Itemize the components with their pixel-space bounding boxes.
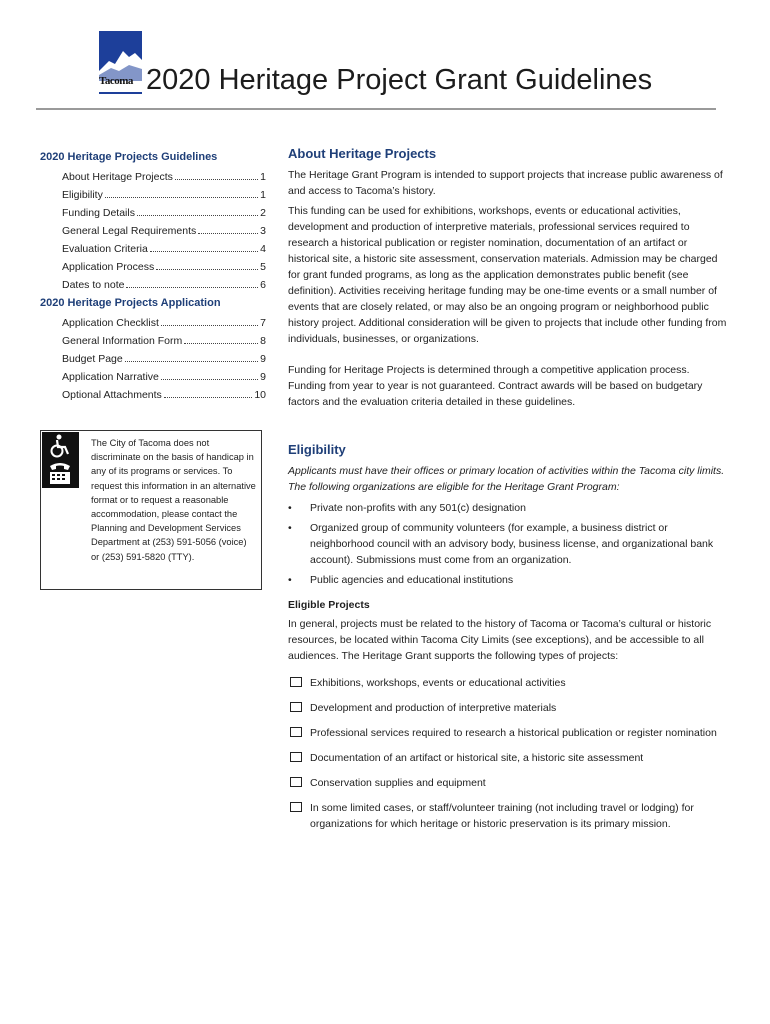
toc-entry[interactable] xyxy=(62,317,266,330)
wheelchair-icon xyxy=(42,432,79,460)
toc-entry-label: General Information Form xyxy=(62,335,183,347)
toc-leader-dots xyxy=(156,269,258,270)
toc-entry-label: Optional Attachments xyxy=(62,389,162,401)
toc-leader-dots xyxy=(184,343,258,344)
toc-entry-label: Application Narrative xyxy=(62,371,159,383)
toc-leader-dots xyxy=(137,215,258,216)
project-type-label: In some limited cases, or staff/volunteer training (not including travel or lodging) for organizations for which heritage or historic preservation is its primary mission. xyxy=(310,802,694,830)
toc-guidelines-heading: 2020 Heritage Projects Guidelines xyxy=(40,151,218,163)
toc-leader-dots xyxy=(161,325,258,326)
toc-entry-page: 2 xyxy=(260,207,266,219)
checkbox[interactable] xyxy=(290,777,302,787)
tty-phone-icon xyxy=(42,460,79,488)
eligibility-section xyxy=(288,442,728,841)
toc-entry-page: 5 xyxy=(260,261,266,273)
about-paragraph-2: This funding can be used for exhibitions, workshops, events or educational activities, development and production of interpretive materials, professional services required to research a historical publication or register nomination, documentation of an artifact or historical site, a historic site assessment, conservation materials. Admission may be charged for grant funded programs, as long as the application demonstrates public benefit (see definition). Activities receiving heritage funding may be one-time events or a small number of events that are closely related, or may also be an ongoing program or neighborhood public history project. Additional consideration will be given to projects that include other funding from individuals, businesses, or organizations. xyxy=(288,205,727,345)
project-type-label: Professional services required to research a historical publication or register nomination xyxy=(310,727,717,739)
eligible-organizations-list xyxy=(288,500,728,588)
about-heading: About Heritage Projects xyxy=(288,146,437,161)
toc-application-heading: 2020 Heritage Projects Application xyxy=(40,297,221,309)
toc-leader-dots xyxy=(164,397,253,398)
eligibility-intro: Applicants must have their offices or primary location of activities within the Tacoma city limits. The following organizations are eligible for the Heritage Grant Program: xyxy=(288,465,725,493)
checkbox[interactable] xyxy=(290,752,302,762)
toc-leader-dots xyxy=(198,233,258,234)
toc-entry-label: About Heritage Projects xyxy=(62,171,173,183)
project-type-label: Exhibitions, workshops, events or educational activities xyxy=(310,677,566,689)
toc-application-list xyxy=(40,317,266,402)
checkbox[interactable] xyxy=(290,702,302,712)
toc-entry[interactable] xyxy=(62,371,266,384)
toc-entry[interactable] xyxy=(62,353,266,366)
list-item: • Organized group of community volunteers (for example, a business district or neighborhood council with an advisory body, business license, and organizational bank account). Submissions must come from an organization. xyxy=(288,520,728,568)
toc-leader-dots xyxy=(150,251,258,252)
toc-entry[interactable] xyxy=(62,389,266,402)
toc-entry[interactable] xyxy=(62,171,266,184)
toc-entry[interactable] xyxy=(62,335,266,348)
project-type-item xyxy=(288,800,728,832)
about-paragraph-3: Funding for Heritage Projects is determined through a competitive application process. Funding from year to year is not guaranteed. Contract awards will be based on budgetary factors and the evaluation criteria detailed in these guidelines. xyxy=(288,364,703,408)
toc-entry[interactable] xyxy=(62,243,266,256)
toc-entry[interactable] xyxy=(62,279,266,292)
title-divider xyxy=(36,108,716,110)
page-title: 2020 Heritage Project Grant Guidelines xyxy=(146,64,653,96)
toc-entry-page: 10 xyxy=(254,389,266,401)
project-type-item xyxy=(288,750,728,766)
checkbox[interactable] xyxy=(290,802,302,812)
project-type-label: Documentation of an artifact or historical site, a historic site assessment xyxy=(310,752,644,764)
checkbox[interactable] xyxy=(290,727,302,737)
project-type-item xyxy=(288,700,728,716)
list-item: • Private non-profits with any 501(c) designation xyxy=(288,500,728,516)
notice-text: The City of Tacoma does not discriminate on the basis of handicap in any of its programs or services. To request this information in an alternative format or to request a reasonable accommodation, please contact the Planning and Development Services Department at (253) 591-5056 (voice) or (253) 591-5820 (TTY). xyxy=(91,438,256,562)
toc-entry-label: Budget Page xyxy=(62,353,123,365)
toc-entry-page: 4 xyxy=(260,243,266,255)
toc-entry[interactable] xyxy=(62,261,266,274)
toc-entry-page: 8 xyxy=(260,335,266,347)
project-type-item xyxy=(288,775,728,791)
toc-entry-page: 9 xyxy=(260,353,266,365)
toc-entry-label: Dates to note xyxy=(62,279,125,291)
list-item: • Public agencies and educational institutions xyxy=(288,572,728,588)
toc-entry-page: 3 xyxy=(260,225,266,237)
project-type-item xyxy=(288,725,728,741)
toc-entry-page: 1 xyxy=(260,171,266,183)
toc-entry-page: 6 xyxy=(260,279,266,291)
toc-leader-dots xyxy=(175,179,258,180)
accessibility-notice xyxy=(40,430,262,590)
toc-entry-page: 9 xyxy=(260,371,266,383)
toc-entry[interactable] xyxy=(62,189,266,202)
toc-entry-label: Evaluation Criteria xyxy=(62,243,148,255)
toc-guidelines-list xyxy=(40,171,266,292)
about-paragraph-1: The Heritage Grant Program is intended to support projects that increase public awareness of and access to Tacoma’s history. xyxy=(288,169,723,197)
toc-leader-dots xyxy=(161,379,258,380)
toc-leader-dots xyxy=(105,197,258,198)
eligibility-heading: Eligibility xyxy=(288,442,346,457)
toc-entry-page: 7 xyxy=(260,317,266,329)
about-section xyxy=(288,146,728,410)
toc-leader-dots xyxy=(125,361,258,362)
toc-entry-label: Application Process xyxy=(62,261,155,273)
toc-leader-dots xyxy=(126,287,258,288)
table-of-contents xyxy=(40,151,266,407)
toc-entry[interactable] xyxy=(62,225,266,238)
eligible-projects-intro: In general, projects must be related to the history of Tacoma or Tacoma’s cultural or historic resources, be located within Tacoma City Limits (see exceptions), and be accessible to all audiences. The Heritage Grant supports the following types of projects: xyxy=(288,618,712,662)
toc-entry-page: 1 xyxy=(260,189,266,201)
tacoma-logo xyxy=(99,31,142,94)
toc-entry-label: Eligibility xyxy=(62,189,103,201)
toc-entry-label: General Legal Requirements xyxy=(62,225,197,237)
project-types-list xyxy=(288,675,728,832)
accessibility-icons xyxy=(42,432,79,488)
toc-entry-label: Application Checklist xyxy=(62,317,159,329)
toc-entry-label: Funding Details xyxy=(62,207,135,219)
project-type-label: Development and production of interpretive materials xyxy=(310,702,557,714)
project-type-label: Conservation supplies and equipment xyxy=(310,777,486,789)
toc-entry[interactable] xyxy=(62,207,266,220)
project-type-item xyxy=(288,675,728,691)
eligible-projects-heading: Eligible Projects xyxy=(288,599,370,611)
logo-wordmark: Tacoma xyxy=(99,75,133,87)
checkbox[interactable] xyxy=(290,677,302,687)
